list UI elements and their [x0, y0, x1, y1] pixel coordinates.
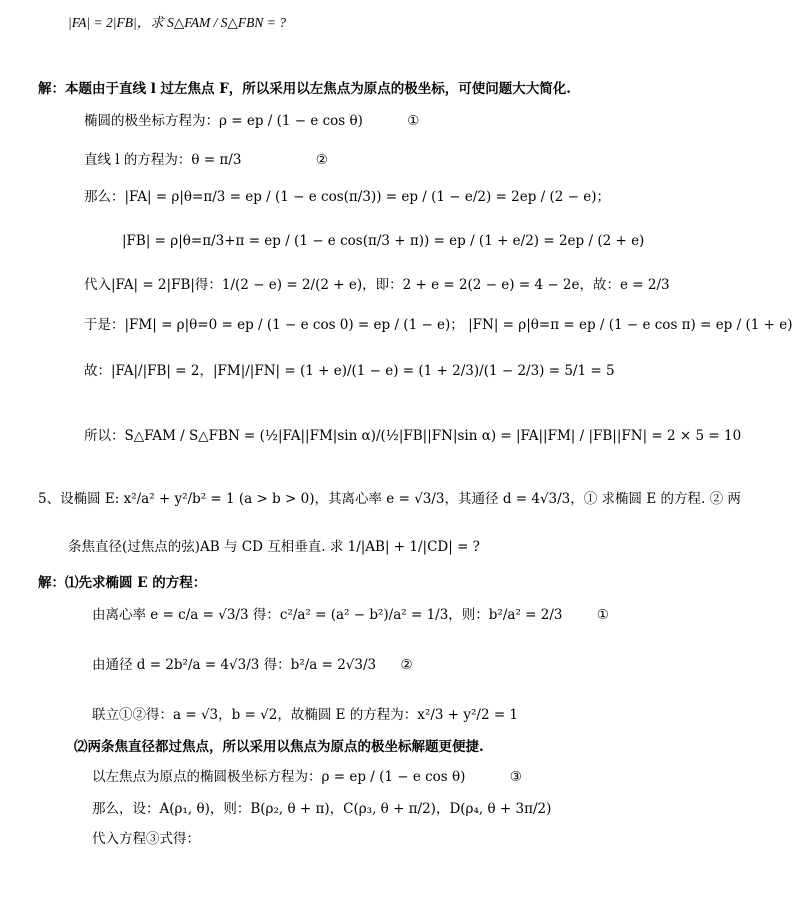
- solution-part2-text: ⑵两条焦直径都过焦点，所以采用以焦点为原点的极坐标解题更便捷.: [74, 739, 484, 755]
- solution-part2-heading: [74, 738, 484, 756]
- problem-5-question-line: [68, 538, 480, 556]
- solution-intro-line: [38, 80, 571, 98]
- fb-derivation-line: [122, 232, 644, 250]
- fm-fn-derivation-line: [84, 316, 792, 334]
- substitute-equation-text: 代入方程③式得：: [92, 831, 200, 847]
- area-ratio-line: [84, 427, 741, 445]
- circled-one-mark: ①: [596, 607, 609, 623]
- circled-two-mark: ②: [400, 657, 413, 673]
- problem-5-statement-line: [38, 490, 741, 508]
- solution-part1-text: 解：⑴先求椭圆 E 的方程：: [38, 575, 207, 591]
- circled-three-mark: ③: [509, 769, 522, 785]
- eccentricity-derivation-line: [92, 606, 609, 624]
- substitution-text: 代入|FA| = 2|FB|得：1/(2 − e) = 2/(2 + e)，即：2 + e = 2(2 − e) = 4 − 2e，故：e = 2/3: [84, 277, 670, 293]
- problem-5-statement: 5、设椭圆 E: x²/a² + y²/b² = 1 (a > b > 0)，其离心率 e = √3/3，其通径 d = 4√3/3，① 求椭圆 E 的方程. ② 两: [38, 491, 741, 507]
- solution-part1-heading: [38, 574, 206, 592]
- problem-5-question: 条焦直径(过焦点的弦)AB 与 CD 互相垂直. 求 1/|AB| + 1/|CD| = ?: [68, 539, 480, 555]
- line-equation: 直线 l 的方程为：θ = π/3: [84, 152, 242, 168]
- area-ratio-text: 所以：S△FAM / S△FBN = (½|FA||FM|sin α)/(½|FB||FN|sin α) = |FA||FM| / |FB||FN| = 2 × 5 = 10: [84, 428, 742, 444]
- fb-derivation: |FB| = ρ|θ=π/3+π = ep / (1 − e cos(π/3 + π)) = ep / (1 + e/2) = 2ep / (2 + e): [122, 233, 645, 249]
- focus-polar-equation: 以左焦点为原点的椭圆极坐标方程为：ρ = ep / (1 − e cos θ): [92, 769, 466, 785]
- point-setup: 那么，设：A(ρ₁, θ)，则：B(ρ₂, θ + π)，C(ρ₃, θ + π/2)，D(ρ₄, θ + 3π/2): [92, 801, 552, 817]
- ellipse-equation-result-line: [92, 706, 518, 724]
- ellipse-polar-equation: 椭圆的极坐标方程为：ρ = ep / (1 − e cos θ): [84, 113, 363, 129]
- latus-rectum-derivation: 由通径 d = 2b²/a = 4√3/3 得：b²/a = 2√3/3: [92, 657, 377, 673]
- focus-polar-equation-line: [92, 768, 522, 786]
- problem-condition-line: [68, 14, 286, 32]
- eccentricity-derivation: 由离心率 e = c/a = √3/3 得：c²/a² = (a² − b²)/a² = 1/3，则：b²/a² = 2/3: [92, 607, 563, 623]
- condition-text: |FA| = 2|FB|，求 S△FAM / S△FBN = ?: [68, 15, 286, 30]
- fa-derivation-line: [84, 188, 610, 206]
- circled-one-mark: ①: [407, 113, 420, 129]
- latus-rectum-derivation-line: [92, 656, 413, 674]
- fm-fn-derivation: 于是：|FM| = ρ|θ=0 = ep / (1 − e cos 0) = ep / (1 − e)； |FN| = ρ|θ=π = ep / (1 − e cos π) = ep / (1 + e): [84, 317, 792, 333]
- fa-derivation: 那么：|FA| = ρ|θ=π/3 = ep / (1 − e cos(π/3)) = ep / (1 − e/2) = 2ep / (2 − e)；: [84, 189, 611, 205]
- point-setup-line: [92, 800, 551, 818]
- ratio-text: 故：|FA|/|FB| = 2，|FM|/|FN| = (1 + e)/(1 − e) = (1 + 2/3)/(1 − 2/3) = 5/1 = 5: [84, 363, 615, 379]
- substitute-equation-line: [92, 830, 200, 848]
- solution-intro-text: 解：本题由于直线 l 过左焦点 F，所以采用以左焦点为原点的极坐标，可使问题大大简化.: [38, 81, 572, 97]
- ratio-line: [84, 362, 615, 380]
- ellipse-equation-result: 联立①②得：a = √3，b = √2，故椭圆 E 的方程为：x²/3 + y²/2 = 1: [92, 707, 519, 723]
- ellipse-polar-equation-line: [84, 112, 419, 130]
- circled-two-mark: ②: [315, 152, 328, 168]
- substitution-line: [84, 276, 670, 294]
- line-equation-line: [84, 151, 328, 169]
